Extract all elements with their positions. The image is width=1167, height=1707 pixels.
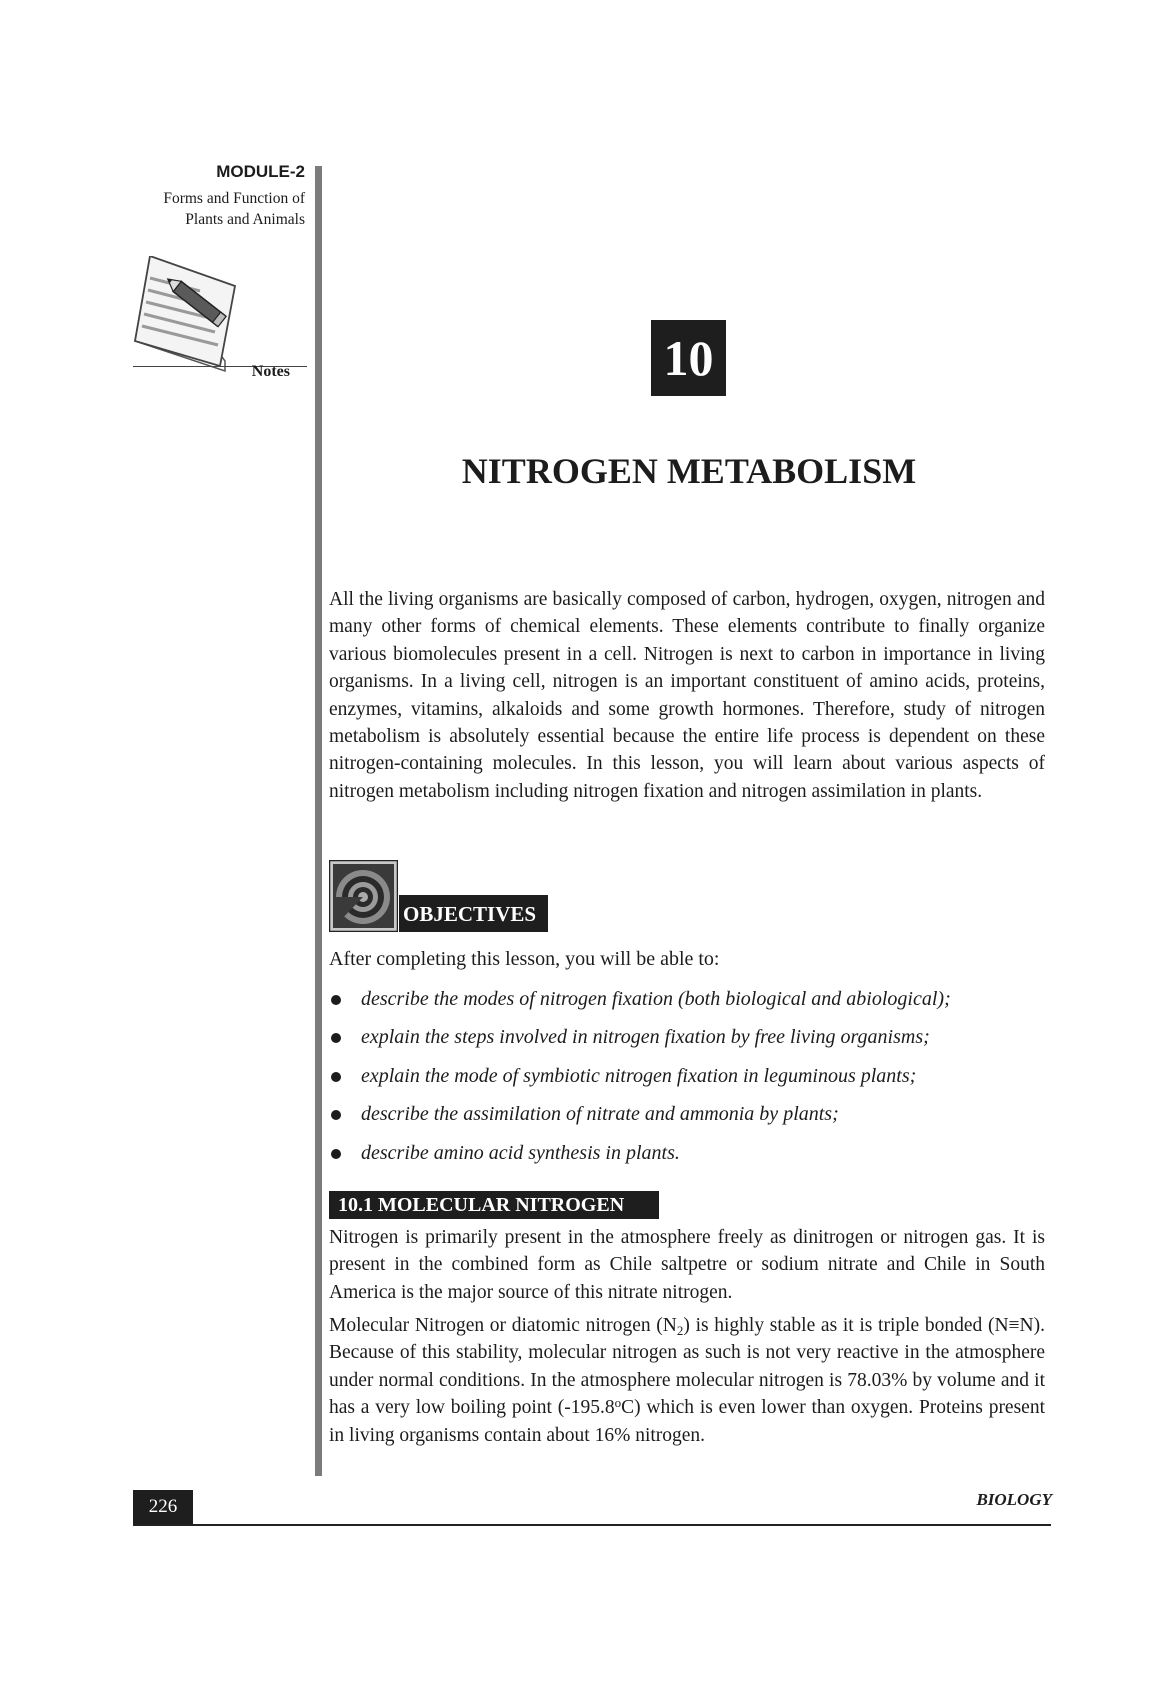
bullet-icon [331, 1033, 341, 1043]
notes-pencil-icon [130, 256, 250, 376]
intro-paragraph: All the living organisms are basically composed of carbon, hydrogen, oxygen, nitrogen and many other forms of chemical elements. These elements contribute to finally organize various biomolecules present in a cell. Nitrogen is next to carbon in importance in living organisms. In a living cell, nitrogen is an important constituent of amino acids, proteins, enzymes, vitamins, alkaloids and some growth hormones. Therefore, study of nitrogen metabolism is absolutely essential because the entire life process is dependent on these nitrogen-containing molecules. In this lesson, you will learn about various aspects of nitrogen metabolism including nitrogen fixation and nitrogen assimilation in plants. [329, 589, 1045, 802]
objectives-intro: After completing this lesson, you will be able to: [329, 948, 720, 970]
page-number: 226 [133, 1490, 193, 1524]
objective-item: describe the modes of nitrogen fixation (both biological and abiological); [329, 985, 1049, 1023]
chapter-title: NITROGEN METABOLISM [461, 451, 917, 491]
module-subtitle-line2: Plants and Animals [185, 211, 305, 228]
module-subtitle [133, 188, 305, 230]
section-paragraph-1: Nitrogen is primarily present in the atmosphere freely as dinitrogen or nitrogen gas. It is present in the combined form as Chile saltpetre or sodium nitrate and Chile in South America is the major source of this nitrate nitrogen. [329, 1227, 1045, 1303]
objective-item: describe amino acid synthesis in plants. [329, 1139, 1049, 1177]
objectives-list [329, 985, 1049, 1177]
chapter-number: 10 [651, 320, 726, 396]
objective-item: explain the mode of symbiotic nitrogen fixation in leguminous plants; [329, 1062, 1049, 1100]
section-paragraph-2: Molecular Nitrogen or diatomic nitrogen $(N_2)$ is highly stable as it is triple bonded (N≡N). Because of this stability, molecular nitrogen as such is not very reactive in the atmosphere under normal conditions. In the atmosphere molecular nitrogen is 78.03% by volume and it has a very low boiling point (-195.8$^o$C) which is even lower than oxygen. Proteins present in living organisms contain about 16% nitrogen. [329, 1315, 1045, 1446]
bullet-icon [331, 1072, 341, 1082]
module-title: MODULE-2 [216, 162, 305, 181]
bullet-icon [331, 1110, 341, 1120]
footer-subject: BIOLOGY [976, 1490, 1052, 1509]
margin-bar [315, 166, 322, 1476]
objective-item: explain the steps involved in nitrogen fixation by free living organisms; [329, 1023, 1049, 1061]
objectives-heading: OBJECTIVES [399, 895, 548, 932]
bullet-icon [331, 1149, 341, 1159]
module-subtitle-line1: Forms and Function of [163, 190, 305, 207]
footer-rule [133, 1524, 1051, 1526]
objectives-target-icon [329, 860, 398, 932]
objective-item: describe the assimilation of nitrate and ammonia by plants; [329, 1100, 1049, 1138]
bullet-icon [331, 995, 341, 1005]
notes-label: Notes [251, 363, 290, 380]
section-heading: 10.1 MOLECULAR NITROGEN [329, 1191, 659, 1219]
